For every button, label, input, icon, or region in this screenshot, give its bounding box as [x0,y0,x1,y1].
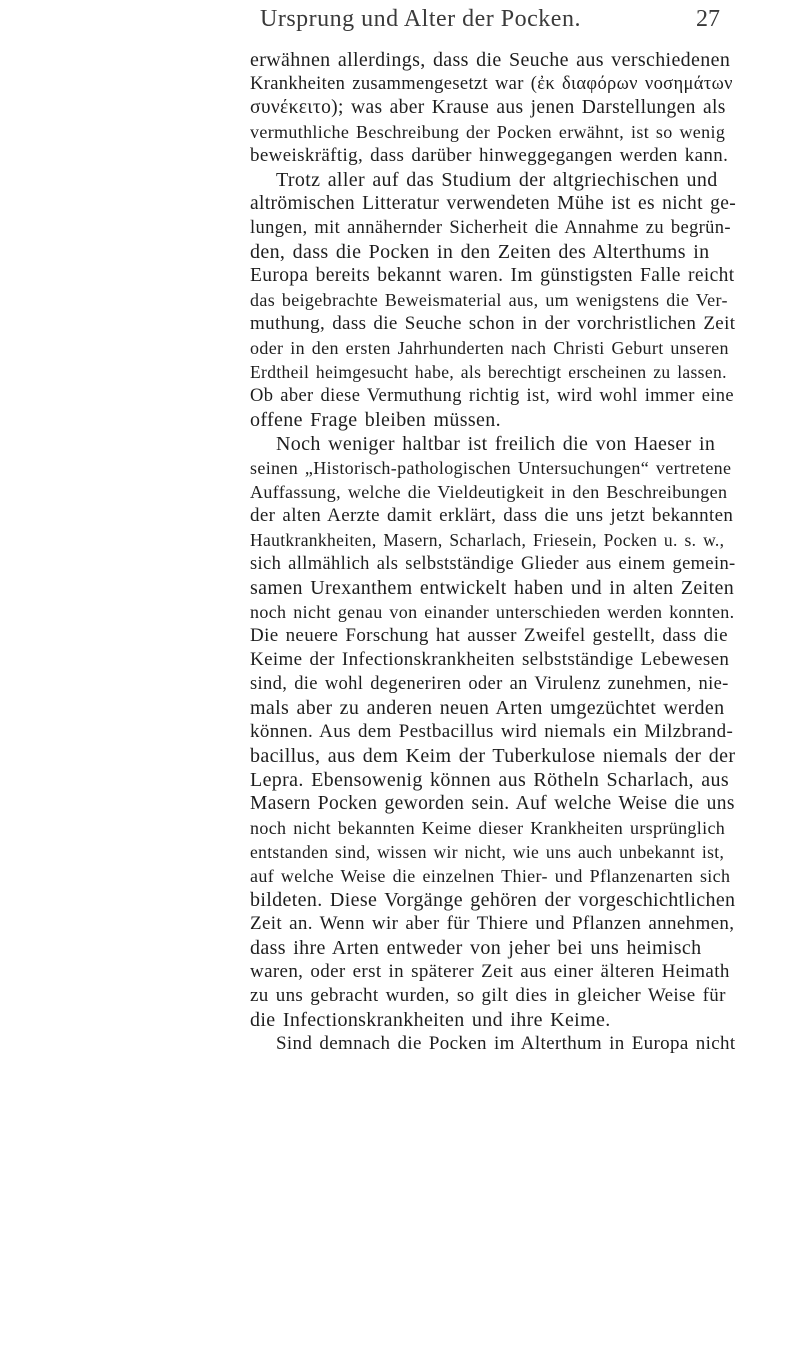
running-head [260,6,720,36]
text-line: Europa bereits bekannt waren. Im günstigsten Falle reicht [250,265,735,286]
text-line: Auffassung, welche die Vieldeutigkeit in den Beschreibungen [250,482,728,502]
text-line: das beigebrachte Beweismaterial aus, um wenigstens die Ver- [250,290,728,310]
text-line: altrömischen Litteratur verwendeten Mühe ist es nicht ge- [250,193,736,214]
text-line: Erdtheil heimgesucht habe, als berechtigt erscheinen zu lassen. [250,362,727,382]
text-line: die Infectionskrankheiten und ihre Keime. [250,1009,611,1031]
text-line: sich allmählich als selbstständige Glieder aus einem gemein- [250,554,736,574]
text-line: den, dass die Pocken in den Zeiten des Alterthums in [250,241,710,263]
text-line: Sind demnach die Pocken im Alterthum in Europa nicht [276,1033,736,1054]
text-line: samen Urexanthem entwickelt haben und in alten Zeiten [250,577,735,599]
text-line: Noch weniger haltbar ist freilich die von Haeser in [276,433,716,455]
running-head-title: Ursprung und Alter der Pocken. [260,6,581,32]
text-line: bildeten. Diese Vorgänge gehören der vorgeschichtlichen [250,889,736,911]
text-line: Lepra. Ebensowenig können aus Rötheln Scharlach, aus [250,769,729,791]
text-line: Trotz aller auf das Studium der altgriechischen und [276,169,718,191]
page-number: 27 [696,6,720,32]
text-line: Die neuere Forschung hat ausser Zweifel gestellt, dass die [250,625,728,646]
text-line: συνέκειτο); was aber Krause aus jenen Darstellungen als [250,97,726,118]
text-line: muthung, dass die Seuche schon in der vorchristlichen Zeit [250,313,736,334]
text-line: beweiskräftig, dass darüber hinweggegangen werden kann. [250,145,729,166]
text-line: dass ihre Arten entweder von jeher bei uns heimisch [250,937,702,959]
body-text [250,48,736,1056]
text-line: können. Aus dem Pestbacillus wird niemals ein Milzbrand- [250,721,734,742]
text-line: Keime der Infectionskrankheiten selbstständige Lebewesen [250,649,730,670]
text-line: Masern Pocken geworden sein. Auf welche Weise die uns [250,793,735,814]
text-line: erwähnen allerdings, dass die Seuche aus verschiedenen [250,49,731,71]
text-line: Krankheiten zusammengesetzt war (ἐκ διαφόρων νοσημάτων [250,74,733,94]
text-line: seinen „Historisch-pathologischen Untersuchungen“ vertretene [250,458,732,478]
text-line: vermuthliche Beschreibung der Pocken erwähnt, ist so wenig [250,122,726,142]
text-line: Hautkrankheiten, Masern, Scharlach, Friesein, Pocken u. s. w., [250,530,725,550]
text-line: auf welche Weise die einzelnen Thier- und Pflanzenarten sich [250,866,731,886]
text-line: noch nicht bekannten Keime dieser Krankheiten ursprünglich [250,818,726,838]
text-line: bacillus, aus dem Keim der Tuberkulose niemals der der [250,745,736,767]
text-line: waren, oder erst in späterer Zeit aus einer älteren Heimath [250,961,730,982]
text-line: Zeit an. Wenn wir aber für Thiere und Pflanzen annehmen, [250,913,735,934]
text-line: zu uns gebracht wurden, so gilt dies in gleicher Weise für [250,985,726,1006]
text-line: sind, die wohl degeneriren oder an Virulenz zunehmen, nie- [250,674,729,694]
text-line: lungen, mit annähernder Sicherheit die Annahme zu begrün- [250,218,731,238]
text-line: offene Frage bleiben müssen. [250,409,501,431]
text-line: Ob aber diese Vermuthung richtig ist, wird wohl immer eine [250,386,734,406]
text-line: entstanden sind, wissen wir nicht, wie uns auch unbekannt ist, [250,842,725,862]
text-line: noch nicht genau von einander unterschieden werden konnten. [250,602,735,622]
text-line: oder in den ersten Jahrhunderten nach Christi Geburt unseren [250,338,729,358]
text-line: mals aber zu anderen neuen Arten umgezüchtet werden [250,697,725,719]
text-line: der alten Aerzte damit erklärt, dass die uns jetzt bekannten [250,505,734,526]
